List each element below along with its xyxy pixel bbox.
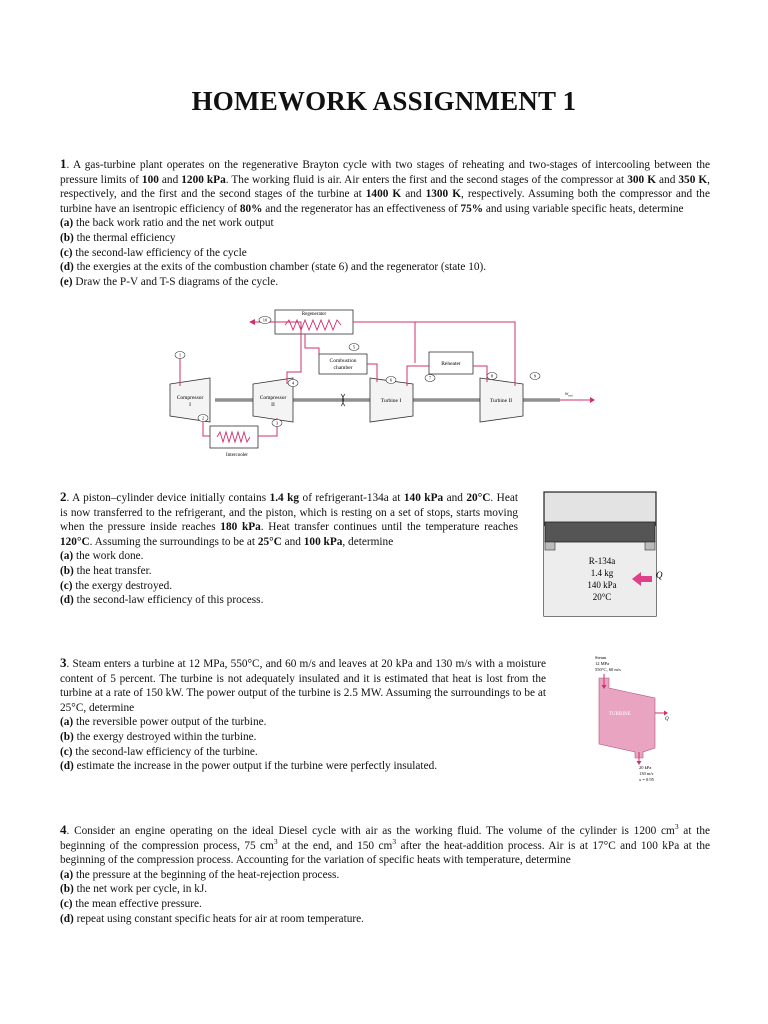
problem-part [60,882,710,897]
problem-2 [60,490,518,608]
turbine-1-label: Turbine I [380,398,402,404]
statement-text: 1.4 kg [269,492,300,504]
statement-text: after the heat-addition process. Air is at 17°C and 100 kPa at the beginning of the compression process. Accounting for the variation of specific heats with temperature, determine [60,839,711,867]
statement-text: and [401,188,426,201]
statement-text: . Consider an engine operating on the ideal Diesel cycle with air as the working fluid. The volume of the cylinder is 1200 cm [66,825,675,837]
svg-text:10: 10 [262,317,268,323]
svg-text:2: 2 [201,415,205,421]
statement-text: . Assuming the surroundings to be at [89,535,258,548]
statement-text: and [443,492,467,504]
part-text: repeat using constant specific heats for air at room temperature. [73,912,364,925]
turbine-2-label: Turbine II [489,398,513,404]
part-label: (d) [60,760,74,773]
outlet-label-2: 130 m/s [639,771,654,776]
problem-part [60,275,710,290]
problem-part [60,216,710,231]
pressure-label: 140 kPa [587,580,617,590]
part-label: (a) [60,550,74,563]
svg-text:5: 5 [352,344,356,350]
work-arrow [590,397,595,403]
turbine-body [599,678,655,758]
part-label: (b) [60,883,74,896]
part-text: the back work ratio and the net work output [73,217,274,230]
problem-part [60,246,710,261]
turbine-label: TURBINE [609,712,631,717]
problem-2-parts [60,549,518,607]
part-text: Draw the P-V and T-S diagrams of the cycle. [72,275,279,288]
statement-text: 120°C [60,535,90,548]
problem-part [60,231,710,246]
part-label: (a) [60,217,74,230]
problem-1-statement [60,157,710,216]
part-label: (b) [60,564,74,577]
stop-right [645,542,655,550]
page-title: HOMEWORK ASSIGNMENT 1 [191,86,577,116]
regenerator-label: Regenerator [301,312,327,317]
part-text: the pressure at the beginning of the heat-rejection process. [73,868,340,881]
statement-text: 3 [273,836,278,846]
intercooler-label: Intercooler [226,453,248,458]
heat-loss-arrow [664,711,668,716]
compressor-2-roman: II [271,402,275,408]
piston-cylinder-figure [540,490,663,618]
inlet-label-1: Steam [595,655,607,660]
statement-text: . A gas-turbine plant operates on the regenerative Brayton cycle with two stages of reheating and two-stages of intercooling between the pressure limits of [60,159,710,186]
stop-left [545,542,555,550]
statement-text: 140 kPa [403,492,444,504]
part-text: the heat transfer. [73,564,152,577]
part-text: the work done. [73,550,144,563]
exit-arrow [249,319,255,325]
problem-3-parts [60,715,546,773]
mass-label: 1.4 kg [590,568,614,578]
statement-text: of refrigerant-134a at [299,492,404,504]
brayton-cycle-schematic [165,308,595,458]
part-text: the exergy destroyed within the turbine. [73,730,257,743]
statement-text: 1400 K [365,188,402,201]
svg-text:9: 9 [533,373,537,379]
statement-text: and [281,535,304,548]
part-label: (b) [60,231,74,244]
heat-loss-label: Q [665,717,669,722]
statement-text: 1300 K [425,188,461,201]
problem-part [60,897,710,912]
piston [545,522,655,542]
svg-text:8: 8 [490,373,494,379]
steam-turbine-figure [585,652,695,787]
statement-text: 180 kPa [220,521,261,534]
problem-part [60,564,518,579]
part-label: (d) [60,594,74,607]
statement-text: . The working fluid is air. Air enters the first and the second stages of the compressor at [225,173,628,186]
compressor-1-label: Compressor [176,395,204,401]
problem-part [60,579,518,594]
statement-text: . Heat is now transferred to the refrigerant, and the piston, which is resting on a set of stops, starts moving when the pressure inside reaches [60,492,518,534]
compressor-2-label: Compressor [259,395,287,401]
statement-text: and using variable specific heats, determine [483,202,684,215]
part-label: (a) [60,716,74,729]
outlet-label-1: 20 kPa [639,765,652,770]
part-text: the mean effective pressure. [72,897,202,910]
statement-text: at the end, and 150 cm [277,839,393,852]
problem-4 [60,823,710,926]
problem-number: 4 [60,822,67,837]
part-text: estimate the increase in the power output if the turbine were perfectly insulated. [73,760,438,773]
statement-text: 3 [674,822,679,832]
problem-1 [60,157,710,289]
statement-text: 100 [141,173,159,186]
statement-text: 25°C [257,535,282,548]
svg-text:7: 7 [428,375,432,381]
statement-text: and [656,173,679,186]
part-label: (d) [60,261,74,274]
svg-text:4: 4 [291,380,295,386]
heat-label: Q [656,570,663,580]
reheater-label: Reheater [441,361,461,367]
part-text: the net work per cycle, in kJ. [73,883,208,896]
part-text: the second-law efficiency of this process. [73,594,264,607]
statement-text: . Steam enters a turbine at 12 MPa, 550°C, and 60 m/s and leaves at 20 kPa and 130 m/s with a moisture content of 5 percent. The turbine is not adequately insulated and it is estimated that heat is lost from the turbine at a rate of 150 kW. The power output of the turbine is 2.5 MW. Assuming the surroundings to be at 25°C, determine [60,658,546,714]
inlet-label-2: 12 MPa [595,661,610,666]
part-label: (c) [60,897,73,910]
problem-3-statement [60,656,546,715]
statement-text: , determine [342,535,394,548]
statement-text: , respectively. Assuming both the compressor and the turbine have an isentropic efficiency of [60,188,710,215]
statement-text: 80% [239,202,263,215]
part-label: (c) [60,579,73,592]
part-label: (e) [60,275,73,288]
problem-part [60,868,710,883]
problem-part [60,593,518,608]
statement-text: 1200 kPa [181,173,226,186]
part-text: the exergies at the exits of the combustion chamber (state 6) and the regenerator (state 10). [73,261,487,274]
statement-text: and the regenerator has an effectiveness of [262,202,461,215]
problem-1-parts [60,216,710,289]
part-text: the second-law efficiency of the cycle [72,246,247,259]
part-label: (b) [60,730,74,743]
temperature-label: 20°C [592,592,612,602]
svg-text:3: 3 [275,420,279,426]
statement-text: 3 [392,836,397,846]
statement-text: 75% [460,202,484,215]
statement-text: 350 K [678,173,708,186]
compressor-1-roman: I [189,402,191,408]
statement-text: 100 kPa [303,535,343,548]
problem-part [60,260,710,275]
statement-text: at the beginning of the compression process, 75 cm [60,825,711,852]
problem-number: 1 [60,156,67,171]
statement-text: , respectively, and the first and the second stages of the turbine at [60,173,710,201]
part-label: (a) [60,868,74,881]
part-label: (c) [60,246,73,259]
problem-part [60,715,546,730]
inlet-label-3: 550°C, 60 m/s [595,667,621,672]
combustion-chamber-box [319,354,367,374]
problem-part [60,549,518,564]
problem-part [60,759,546,774]
problem-2-statement [60,490,518,549]
part-label: (c) [60,745,73,758]
problem-part [60,912,710,927]
part-text: the exergy destroyed. [72,579,173,592]
combustion-label-2: chamber [333,365,353,371]
statement-text: . Heat transfer continues until the temperature reaches [260,521,518,534]
part-text: the thermal efficiency [73,231,176,244]
statement-text: . A piston–cylinder device initially contains [66,492,270,504]
part-label: (d) [60,912,74,925]
problem-4-parts [60,868,710,926]
fluid-label: R-134a [588,556,616,566]
svg-text:1: 1 [178,352,182,358]
problem-number: 3 [60,655,67,670]
problem-part [60,745,546,760]
problem-part [60,730,546,745]
combustion-label-1: Combustion [329,358,357,364]
statement-text: and [158,173,182,186]
problem-3 [60,656,546,774]
part-text: the second-law efficiency of the turbine. [72,745,258,758]
problem-number: 2 [60,489,67,504]
statement-text: 300 K [627,173,656,186]
svg-text:6: 6 [389,377,393,383]
problem-4-statement [60,823,710,868]
outlet-label-3: x = 0.95 [639,777,654,782]
statement-text: 20°C [466,492,491,504]
wnet-label: $w_{net}$ [565,392,573,398]
part-text: the reversible power output of the turbine. [73,716,267,729]
